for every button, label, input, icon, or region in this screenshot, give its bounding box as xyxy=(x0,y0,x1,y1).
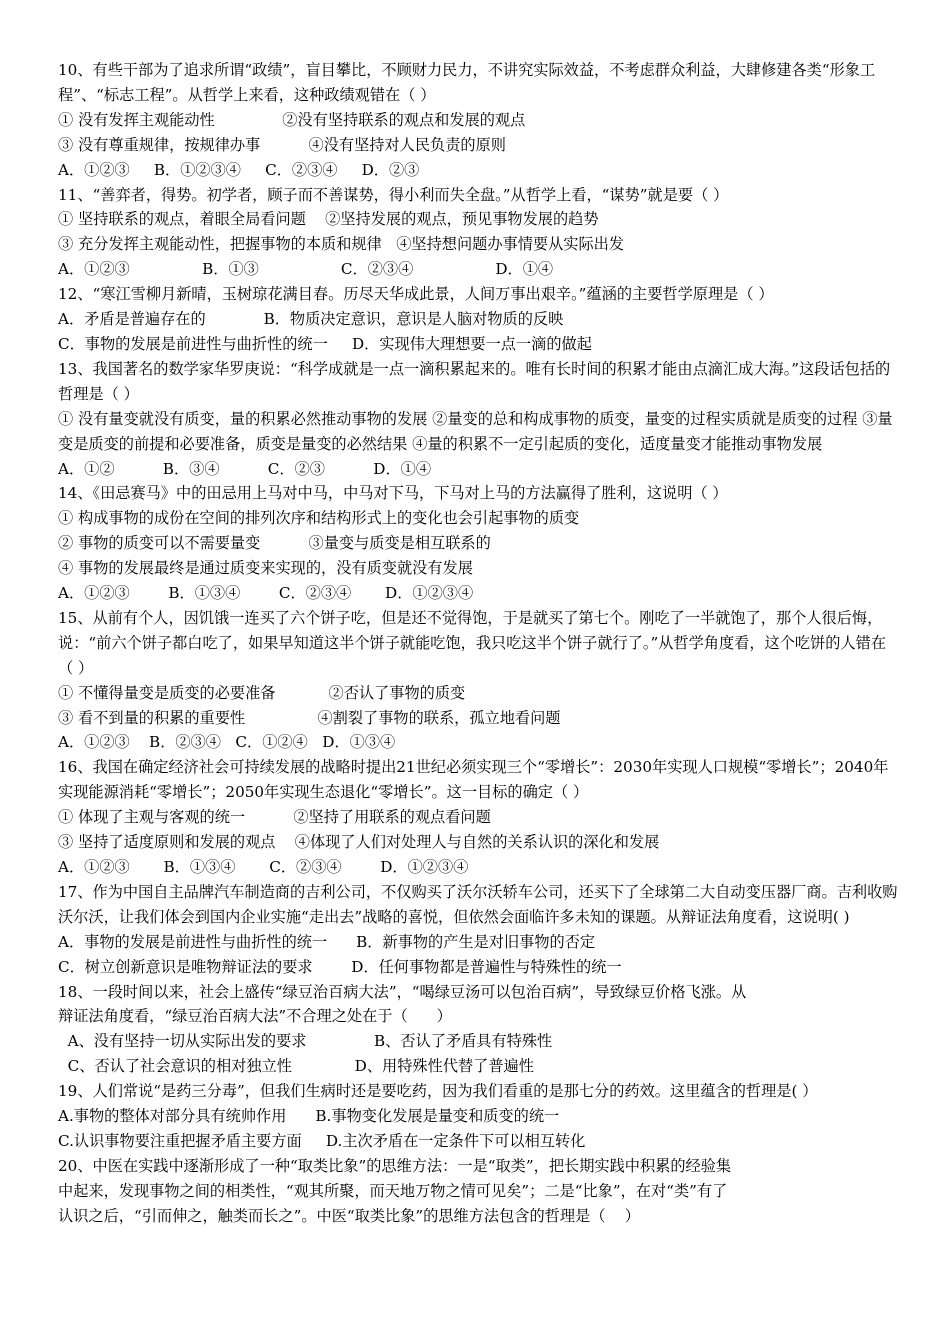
option-line: ② 事物的质变可以不需要量变 ③量变与质变是相互联系的 xyxy=(58,534,491,553)
question-20 xyxy=(58,1154,898,1229)
question-stem: 17、作为中国自主品牌汽车制造商的吉利公司，不仅购买了沃尔沃轿车公司，还买下了全球第二大自动变压器厂商。吉利收购沃尔沃，让我们体会到国内企业实施“走出去”战略的喜悦，但依然会面临许多未知的课题。从辩证法角度看，这说明( ) xyxy=(58,882,898,926)
answer-choices: A．矛盾是普遍存在的 B．物质决定意识，意识是人脑对物质的反映 xyxy=(58,310,564,329)
question-stem: 11、“善弈者，得势。初学者，顾子而不善谋势，得小利而失全盘。”从哲学上看，“谋势”就是要（ ） xyxy=(58,185,729,204)
question-19 xyxy=(58,1079,898,1154)
option-line: ① 坚持联系的观点，着眼全局看问题 ②坚持发展的观点，预见事物发展的趋势 xyxy=(58,210,599,229)
question-10 xyxy=(58,58,898,183)
answer-choices: C.认识事物要注重把握矛盾主要方面 D.主次矛盾在一定条件下可以相互转化 xyxy=(58,1131,586,1150)
question-stem: 12、“寒江雪柳月新晴，玉树琼花满目春。历尽天华成此景，人间万事出艰辛。”蕴涵的主要哲学原理是（ ） xyxy=(58,285,774,304)
question-stem: 14、《田忌赛马》中的田忌用上马对中马，中马对下马，下马对上马的方法赢得了胜利，这说明（ ） xyxy=(58,484,728,503)
option-line: ③ 没有尊重规律，按规律办事 ④没有坚持对人民负责的原则 xyxy=(58,135,506,154)
question-stem-continued: 中起来，发现事物之间的相类性，“观其所聚，而天地万物之情可见矣”；二是“比象”，在对“类”有了 xyxy=(58,1181,728,1200)
option-line: ③ 坚持了适度原则和发展的观点 ④体现了人们对处理人与自然的关系认识的深化和发展 xyxy=(58,833,660,852)
question-stem: 19、人们常说“是药三分毒”，但我们生病时还是要吃药，因为我们看重的是那七分的药效。这里蕴含的哲理是( ） xyxy=(58,1082,818,1101)
question-stem: 10、有些干部为了追求所谓“政绩”，盲目攀比，不顾财力民力，不讲究实际效益，不考虑群众利益，大肆修建各类“形象工程”、“标志工程”。从哲学上来看，这种政绩观错在（ ） xyxy=(58,61,876,104)
answer-choices: A．①② B．③④ C．②③ D．①④ xyxy=(58,459,432,478)
question-stem-continued: 认识之后，“引而伸之，触类而长之”。中医“取类比象”的思维方法包含的哲理是（ ） xyxy=(58,1206,640,1225)
option-line: ③ 看不到量的积累的重要性 ④割裂了事物的联系，孤立地看问题 xyxy=(58,708,561,727)
option-line: ① 体现了主观与客观的统一 ②坚持了用联系的观点看问题 xyxy=(58,808,491,827)
answer-choices: A．①②③ B．①③④ C．②③④ D．①②③④ xyxy=(58,858,469,876)
option-line: ① 构成事物的成份在空间的排列次序和结构形式上的变化也会引起事物的质变 xyxy=(58,509,580,528)
answer-choices: A．①②③ B．①③④ C．②③④ D．①②③④ xyxy=(58,584,474,603)
answer-choices: A．①②③ B．②③④ C．①②④ D．①③④ xyxy=(58,733,396,752)
question-stem: 13、我国著名的数学家华罗庚说：“科学成就是一点一滴积累起来的。唯有长时间的积累才能由点滴汇成大海。”这段话包括的哲理是（ ） xyxy=(58,359,891,403)
question-11 xyxy=(58,183,898,283)
option-line: ① 没有发挥主观能动性 ②没有坚持联系的观点和发展的观点 xyxy=(58,110,526,129)
answer-choices: A.事物的整体对部分具有统帅作用 B.事物变化发展是量变和质变的统一 xyxy=(58,1107,560,1126)
option-line: ① 不懂得量变是质变的必要准备 ②否认了事物的质变 xyxy=(58,683,466,702)
question-14 xyxy=(58,481,898,606)
question-18 xyxy=(58,980,898,1080)
question-stem: 20、中医在实践中逐渐形成了一种“取类比象”的思维方法：一是“取类”，把长期实践中积累的经验集 xyxy=(58,1156,732,1175)
question-12 xyxy=(58,282,898,357)
answer-choices: C．事物的发展是前进性与曲折性的统一 D．实现伟大理想要一点一滴的做起 xyxy=(58,334,592,353)
question-15 xyxy=(58,606,898,755)
answer-choices: C．树立创新意识是唯物辩证法的要求 D．任何事物都是普遍性与特殊性的统一 xyxy=(58,957,622,976)
question-stem-continued: 辩证法角度看，“绿豆治百病大法”不合理之处在于（ ） xyxy=(58,1007,452,1026)
question-stem: 18、一段时间以来，社会上盛传“绿豆治百病大法”，“喝绿豆汤可以包治百病”，导致绿豆价格飞涨。从 xyxy=(58,982,747,1001)
answer-choices: A、没有坚持一切从实际出发的要求 B、否认了矛盾具有特殊性 xyxy=(58,1032,553,1051)
answer-choices: A．①②③ B．①②③④ C．②③④ D．②③ xyxy=(58,160,420,179)
question-13 xyxy=(58,357,898,482)
question-stem: 16、我国在确定经济社会可持续发展的战略时提出21世纪必须实现三个“零增长”：2030年实现人口规模“零增长”；2040年实现能源消耗“零增长”；2050年实现生态退化“零增长”。这一目标的确定（ ） xyxy=(58,758,889,802)
question-17 xyxy=(58,880,898,980)
option-paragraph: ① 没有量变就没有质变，量的积累必然推动事物的发展 ②量变的总和构成事物的质变，量变的过程实质就是质变的过程 ③量变是质变的前提和必要准备，质变是量变的必然结果 ④量的积累不一定引起质的变化，适度量变才能推动事物发展 xyxy=(58,409,893,453)
option-line: ④ 事物的发展最终是通过质变来实现的，没有质变就没有发展 xyxy=(58,559,473,578)
answer-choices: A．事物的发展是前进性与曲折性的统一 B．新事物的产生是对旧事物的否定 xyxy=(58,932,596,951)
question-stem: 15、从前有个人，因饥饿一连买了六个饼子吃，但是还不觉得饱，于是就买了第七个。刚吃了一半就饱了，那个人很后悔，说：“前六个饼子都白吃了，如果早知道这半个饼子就能吃饱，我只吃这半个饼子就行了。”从哲学角度看，这个吃饼的人错在（ ） xyxy=(58,608,887,677)
question-16 xyxy=(58,755,898,880)
answer-choices: A．①②③ B．①③ C．②③④ D．①④ xyxy=(58,260,554,279)
option-line: ③ 充分发挥主观能动性，把握事物的本质和规律 ④坚持想问题办事情要从实际出发 xyxy=(58,235,625,254)
answer-choices: C、否认了社会意识的相对独立性 D、用特殊性代替了普遍性 xyxy=(58,1057,534,1076)
